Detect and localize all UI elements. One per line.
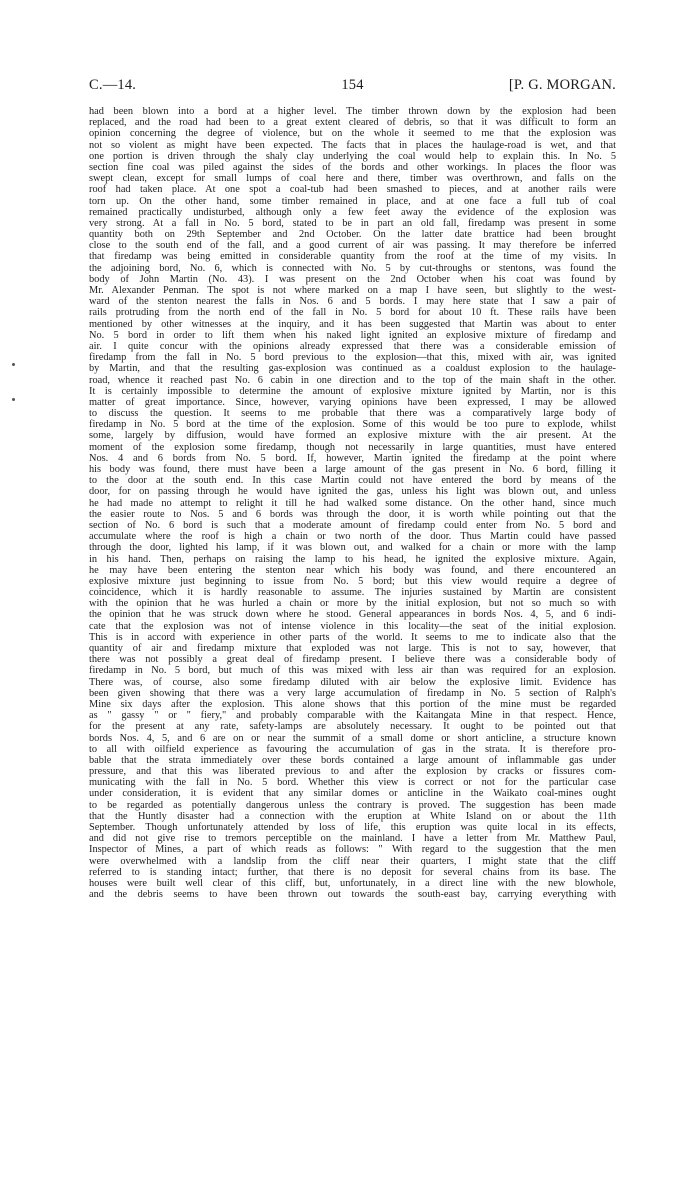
text-line: through the door, lighted his lamp, if it was blown out, and walked for a chain or more with the lamp — [89, 542, 616, 554]
text-line: road, whence it reached past No. 6 cabin in one direction and to the top of the main shaft in the other. — [89, 374, 616, 386]
document-reference: C.—14. — [89, 77, 137, 93]
text-line: rails protruding from the north end of the fall in No. 5 bord for about 10 ft. These rails have been — [89, 307, 616, 319]
text-line: with the opinion that he was hurled a chain or more by the initial explosion, but not so much so with — [89, 598, 616, 610]
text-line: bords Nos. 4, 5, and 6 are on or near the summit of a small dome or short anticline, a structure known — [89, 732, 616, 744]
text-line: opinion concerning the degree of violence, but on the whole it seemed to me that the explosion was — [89, 128, 616, 140]
text-line: to discuss the question. It seems to me probable that there was a comparatively large body of — [89, 408, 616, 420]
text-line: bable that the strata immediately over these bords contained a large amount of inflammable gas under — [89, 754, 616, 766]
text-line: one portion is driven through the shaly clay underlying the coal would help to explain this. In No. 5 — [89, 150, 616, 162]
text-line: some, largely by diffusion, would have formed an explosive mixture with the air present. At the — [89, 430, 616, 442]
text-line: referred to is standing intact; further, that there is no deposit for several chains from its base. The — [89, 866, 616, 878]
margin-speck — [12, 363, 15, 366]
text-line: roof had taken place. At one spot a coal-tub had been smashed to pieces, and at another rails were — [89, 184, 616, 196]
text-line: explosive mixture just beginning to issue from No. 5 bord; but this view would require a degree of — [89, 575, 616, 587]
text-line: his body was found, there must have been a large amount of the gas present in No. 6 bord, filling it — [89, 464, 616, 475]
text-line: that the Huntly disaster had a connection with the eruption at White Island on or about the 11th — [89, 810, 616, 822]
text-line: the opinion that he was struck down where he stood. General appearances in bords Nos. 4, 5, and 6 indi- — [89, 609, 616, 621]
text-line: under consideration, it is evident that any similar domes or anticline in the Waikato coal-mines ought — [89, 788, 616, 800]
text-line: door, for on passing through he would have ignited the gas, unless his light was blown out, and unless — [89, 486, 616, 498]
text-line: body of John Martin (No. 43). I was present on the 2nd October when his coat was found by — [89, 273, 616, 285]
text-line: There was, of course, also some firedamp diluted with air below the explosive limit. Evidence has — [89, 676, 616, 688]
text-line: he may have been entering the stenton near which his body was found, and there encountered an — [89, 564, 616, 576]
text-line: there was not possibly a great deal of firedamp present. I believe there was a considerable body of — [89, 654, 616, 666]
text-line: It is certainly impossible to determine the amount of explosive mixture ignited by Martin, nor is this — [89, 385, 616, 397]
text-line: quantity both on 29th September and 2nd October. On the latter date brattice had been brought — [89, 229, 616, 241]
text-line: section of No. 6 bord is such that a moderate amount of firedamp could enter from No. 5 bord and — [89, 519, 616, 531]
text-line: quantity of air and firedamp mixture that exploded was not large. This is not to say, however, that — [89, 643, 616, 654]
page-number: 154 — [341, 77, 364, 93]
text-line: as " gassy " or " fiery," and probably comparable with the Kaitangata Mine in that respect. Hence, — [89, 710, 616, 722]
text-line: close to the south end of the fall, and a good current of air was passing. It may therefore be inferred — [89, 240, 616, 252]
text-line: been given showing that there was a very large accumulation of firedamp in No. 5 section of Ralph's — [89, 687, 616, 699]
text-line: torn up. On the other hand, some timber remained in place, and at one face a full tub of coal — [89, 195, 616, 207]
text-line: by Martin, and that the resulting gas-explosion was continued as a coaldust explosion to the haulage- — [89, 363, 616, 375]
margin-speck — [12, 398, 15, 401]
text-line: very strong. At a fall in No. 5 bord, stated to be in part an old fall, firedamp was present in some — [89, 217, 616, 229]
text-line: pressure, and that this was liberated previous to and after the explosion by cracks or fissures com- — [89, 766, 616, 778]
text-line: firedamp from the fall in No. 5 bord previous to the explosion—that this, mixed with air, was ignited — [89, 352, 616, 364]
text-line: had been blown into a bord at a higher level. The timber thrown down by the explosion had been — [89, 106, 616, 117]
text-line: coincidence, which it is hardly reasonable to assume. The injuries sustained by Martin are consistent — [89, 587, 616, 599]
text-line: Mine six days after the explosion. This alone shows that this portion of the mine must be regarded — [89, 698, 616, 710]
text-line: the easier route to Nos. 5 and 6 bords was through the door, it is worth while pointing out that the — [89, 508, 616, 520]
page-header — [89, 77, 616, 99]
text-line: firedamp in No. 5 bord at the time of the explosion. Some of this would be too pure to explode, whilst — [89, 419, 616, 431]
text-line: September. Though unfortunately attended by loss of life, this eruption was quite local in its effects, — [89, 822, 616, 833]
body-text — [89, 106, 616, 900]
author-running-head: [P. G. MORGAN. — [508, 77, 616, 93]
text-line: and the debris seems to have been thrown out towards the south-east bay, carrying everything with — [89, 889, 616, 901]
text-line: to all with oilfield experience as favouring the accumulation of gas in the strata. It is therefore pro- — [89, 743, 616, 755]
text-line: to the door at the south end. In this case Martin could not have entered the bord by means of the — [89, 475, 616, 487]
text-line: ward of the stenton nearest the falls in Nos. 6 and 5 bords. I may here state that I saw a pair of — [89, 296, 616, 308]
text-line: swept clean, except for small lumps of coal here and there, timber was overthrown, and falls on the — [89, 173, 616, 185]
text-line: replaced, and the road had been to a great extent cleared of debris, so that it was difficult to form an — [89, 117, 616, 129]
text-line: section fine coal was piled against the sides of the bords and other workings. In places the floor was — [89, 161, 616, 173]
text-line: for the present at any rate, safety-lamps are absolutely necessary. It ought to be pointed out that — [89, 721, 616, 733]
text-line: he had made no attempt to relight it till he had walked some distance. On the other hand, since much — [89, 497, 616, 509]
text-line: cate that the explosion was not of intense violence in this locality—the seat of the initial explosion. — [89, 620, 616, 632]
text-line: Mr. Alexander Penman. The spot is not where marked on a map I have seen, but slightly to the west- — [89, 285, 616, 296]
text-line: matter of great importance. Since, however, varying opinions have been expressed, I may be allowed — [89, 396, 616, 408]
text-line: Nos. 4 and 6 bords from No. 5 bord. If, however, Martin ignited the firedamp at the point where — [89, 452, 616, 464]
text-line: firedamp in No. 5 bord, but much of this was mixed with less air than was required for an explosion. — [89, 665, 616, 677]
text-line: were overwhelmed with a landslip from the cliff near their quarters, I might state that the cliff — [89, 855, 616, 867]
text-line: mentioned by other witnesses at the inquiry, and it has been suggested that Martin was about to enter — [89, 318, 616, 330]
text-line: and did not give rise to tremors perceptible on the mainland. I have a letter from Mr. Matthew Paul, — [89, 833, 616, 845]
text-line: in his hand. Then, perhaps on raising the lamp to his head, he ignited the explosive mixture. Again, — [89, 553, 616, 565]
text-line: air. I quite concur with the opinions already expressed that there was a considerable emission of — [89, 340, 616, 352]
text-line: Inspector of Mines, a part of which reads as follows: " With regard to the suggestion that the men — [89, 844, 616, 856]
text-line: that firedamp was being emitted in considerable quantity from the roof at the time of my visits. In — [89, 251, 616, 263]
text-line: This is in accord with experience in other parts of the world. It seems to me to indicate also that the — [89, 631, 616, 643]
text-line: municating with the fall in No. 5 bord. Whether this view is correct or not for the particular case — [89, 777, 616, 789]
text-line: houses were built well clear of this cliff, but, unfortunately, in a direct line with the new blowhole, — [89, 877, 616, 889]
text-line: moment of the explosion some firedamp, though not necessarily in large quantities, must have entered — [89, 441, 616, 453]
text-line: accumulate where the roof is high a chain or two north of the door. Thus Martin could have passed — [89, 531, 616, 543]
text-line: No. 5 bord in order to lift them when his naked light ignited an explosive mixture of firedamp and — [89, 329, 616, 341]
text-line: the adjoining bord, No. 6, which is connected with No. 5 by cut-throughs or stentons, was found the — [89, 262, 616, 274]
text-line: remained practically undisturbed, although only a few feet away the evidence of the explosion was — [89, 206, 616, 218]
text-line: not so violent as might have been expected. The facts that in places the haulage-road is wet, and that — [89, 139, 616, 151]
text-line: to be regarded as potentially dangerous unless the contrary is proved. The suggestion has been made — [89, 799, 616, 811]
